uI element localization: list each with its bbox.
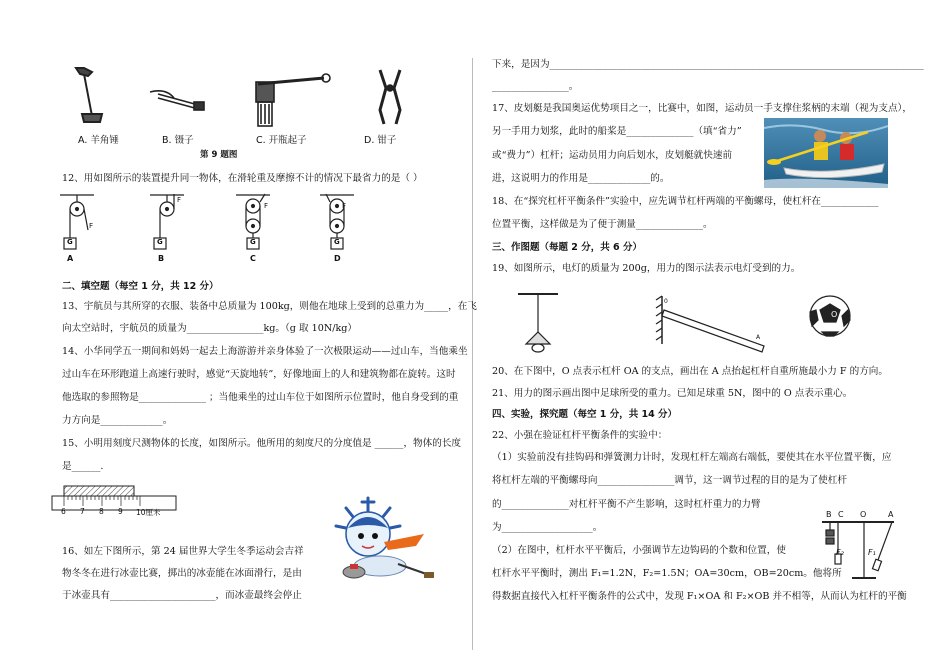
weight-g-d: G	[334, 238, 340, 246]
question-12: 12、用如图所示的装置提升同一物体，在滑轮重及摩擦不计的情况下最省力的是（ ）	[62, 173, 423, 184]
section-2-heading: 二、填空题（每空 1 分，共 12 分）	[62, 281, 219, 292]
tweezers-icon	[150, 91, 204, 110]
lever-pivot-o-label: 0	[664, 298, 668, 305]
lever-experiment-figure	[818, 508, 898, 584]
question-22-1-line3: 的______________对杠杆平衡不产生影响，这时杠杆重力的力臂	[492, 499, 761, 510]
question-17-line2: 另一手用力划浆，此时的船桨是______________（填“省力”	[492, 126, 742, 137]
force-f-c: F	[264, 202, 269, 210]
question-18-line1: 18、在“探究杠杆平衡条件”实验中，应先调节杠杆两端的平衡螺母，使杠杆在____________	[492, 196, 879, 207]
question-20: 20、在下图中，O 点表示杠杆 OA 的支点，画出在 A 点抬起杠杆自重所施最小力 F 的方向。	[492, 366, 888, 377]
force-f-a: F	[89, 222, 94, 230]
question-22-2-line3: 得数据直接代入杠杆平衡条件的公式中，发现 F₁×OA 和 F₂×OB 并不相等，从而认为杠杆的平衡	[492, 591, 907, 602]
force-f2-label: F₂	[836, 548, 844, 557]
pulley-label-b: B	[158, 254, 165, 263]
drawing-figures	[500, 288, 880, 360]
question-16-line2: 物冬冬在进行冰壶比赛，掷出的冰壶能在冰面滑行，是由	[62, 568, 302, 579]
ruler-tick-6: 6	[61, 507, 66, 516]
question-22-1-line4: 为___________________。	[492, 522, 603, 533]
mascot-drawing	[328, 492, 438, 586]
point-c-label: C	[838, 510, 844, 519]
pulley-label-d: D	[334, 254, 341, 263]
point-b-label: B	[826, 510, 832, 519]
lever-experiment-drawing	[818, 508, 898, 584]
force-f-b: F	[177, 196, 182, 204]
question-17-line1: 17、皮划艇是我国奥运优势项目之一，比赛中，如图，运动员一手支撑住浆柄的末端（视为支点），	[492, 103, 912, 114]
question-14-line1: 14、小华同学五一期间和妈妈一起去上海游游并亲身体验了一次极限运动——过山车，当他乘坐	[62, 346, 468, 357]
question-17-line3: 或“费力”）杠杆；运动员用力向后划水，皮划艇就快速前	[492, 150, 733, 161]
weight-g-c: G	[250, 238, 256, 246]
question-16-continued-line1: 下来，是因为______________________________________________________________________________	[492, 59, 924, 70]
option-b-label: B. 镊子	[162, 135, 194, 146]
pulley-drawing	[58, 192, 358, 272]
ruler-tick-9: 9	[118, 507, 123, 516]
question-21: 21、用力的图示画出图中足球所受的重力。已知足球重 5N，图中的 O 点表示重心。	[492, 388, 853, 399]
question-22-1-line1: （1）实验前没有挂钩码和弹簧测力计时，发现杠杆左端高右端低，要使其在水平位置平衡，应	[492, 452, 892, 463]
kayak-photo	[764, 118, 888, 188]
question-17-line4: 进，这说明力的作用是_____________的。	[492, 173, 670, 184]
lever-oa-icon	[656, 296, 764, 352]
question-16-line1: 16、如左下图所示，第 24 届世界大学生冬季运动会吉祥	[62, 546, 304, 557]
lever-point-a-label: A	[756, 334, 761, 341]
question-16-line3: 于冰壶具有______________________，而冰壶最终会停止	[62, 590, 302, 601]
point-o-label: O	[860, 510, 867, 519]
soccer-ball-icon	[810, 296, 850, 336]
option-d-label: D. 钳子	[364, 135, 397, 146]
question-14-line3: 他选取的参照物是______________ ；当他乘坐的过山车位于如图所示位置时，他自身受到的重	[62, 392, 459, 403]
pulley-label-c: C	[250, 254, 256, 263]
figure-9-caption: 第 9 题图	[200, 150, 238, 160]
ruler-tick-7: 7	[80, 507, 85, 516]
bottle-opener-icon	[256, 74, 330, 126]
claw-hammer-icon	[76, 68, 102, 122]
mascot-curling-image	[328, 492, 438, 586]
question-14-line4: 力方向是_____________。	[62, 415, 173, 426]
force-f1-label: F₁	[868, 548, 876, 557]
question-15-line2: 是______.	[62, 461, 104, 472]
question-22-2-line2: 杠杆水平平衡时，测出 F₁=1.2N，F₂=1.5N；OA=30cm，OB=20cm。他将所	[492, 568, 842, 579]
section-4-heading: 四、实验，探究题（每空 1 分，共 14 分）	[492, 409, 678, 420]
question-22-2-line1: （2）在图中，杠杆水平平衡后，小强调节左边钩码的个数和位置，使	[492, 545, 786, 556]
ruler-tick-8: 8	[99, 507, 104, 516]
question-16-continued-line2: ________________。	[492, 81, 579, 92]
pulley-figures	[58, 192, 358, 272]
question-13-line1: 13、宇航员与其所穿的衣服、装备中总质量为 100kg，则他在地球上受到的总重力为_____，在飞	[62, 301, 477, 312]
option-a-label: A. 羊角锤	[78, 135, 119, 146]
ball-center-o-label: O	[831, 310, 838, 319]
question-13-line2: 向太空站时，宇航员的质量为________________kg。（g 取 10N/kg）	[62, 323, 358, 334]
question-15-line1: 15、小明用刻度尺测物体的长度，如图所示。他所用的刻度尺的分度值是 ______，物体的长度	[62, 438, 462, 449]
question-19: 19、如图所示，电灯的质量为 200g，用力的图示法表示电灯受到的力。	[492, 263, 801, 274]
question-14-line2: 过山车在环形跑道上高速行驶时，感觉“天旋地转”，好像地面上的人和建筑物都在旋转。这时	[62, 369, 456, 380]
pliers-icon	[380, 70, 400, 124]
question-18-line2: 位置平衡，这样做是为了便于测量______________。	[492, 219, 713, 230]
ruler-tick-10: 10厘米	[136, 508, 161, 517]
option-c-label: C. 开瓶起子	[256, 135, 307, 146]
hanging-lamp-icon	[518, 294, 558, 352]
question-22-1-line2: 将杠杆左端的平衡螺母向________________调节，这一调节过程的目的是为了使杠杆	[492, 475, 847, 486]
tools-drawing	[62, 58, 422, 162]
question-22: 22、小强在验证杠杆平衡条件的实验中：	[492, 430, 668, 441]
section-3-heading: 三、作图题（每题 2 分，共 6 分）	[492, 242, 642, 253]
weight-g-b: G	[157, 238, 163, 246]
figure-9-tools	[62, 58, 422, 162]
ruler-figure	[50, 480, 180, 522]
pulley-label-a: A	[67, 254, 74, 263]
drawing-figures-svg	[500, 288, 880, 360]
weight-g-a: G	[67, 238, 73, 246]
kayak-photo-drawing	[764, 118, 888, 188]
point-a-label: A	[888, 510, 894, 519]
column-divider	[472, 58, 473, 650]
force-f-d: F	[342, 202, 347, 210]
